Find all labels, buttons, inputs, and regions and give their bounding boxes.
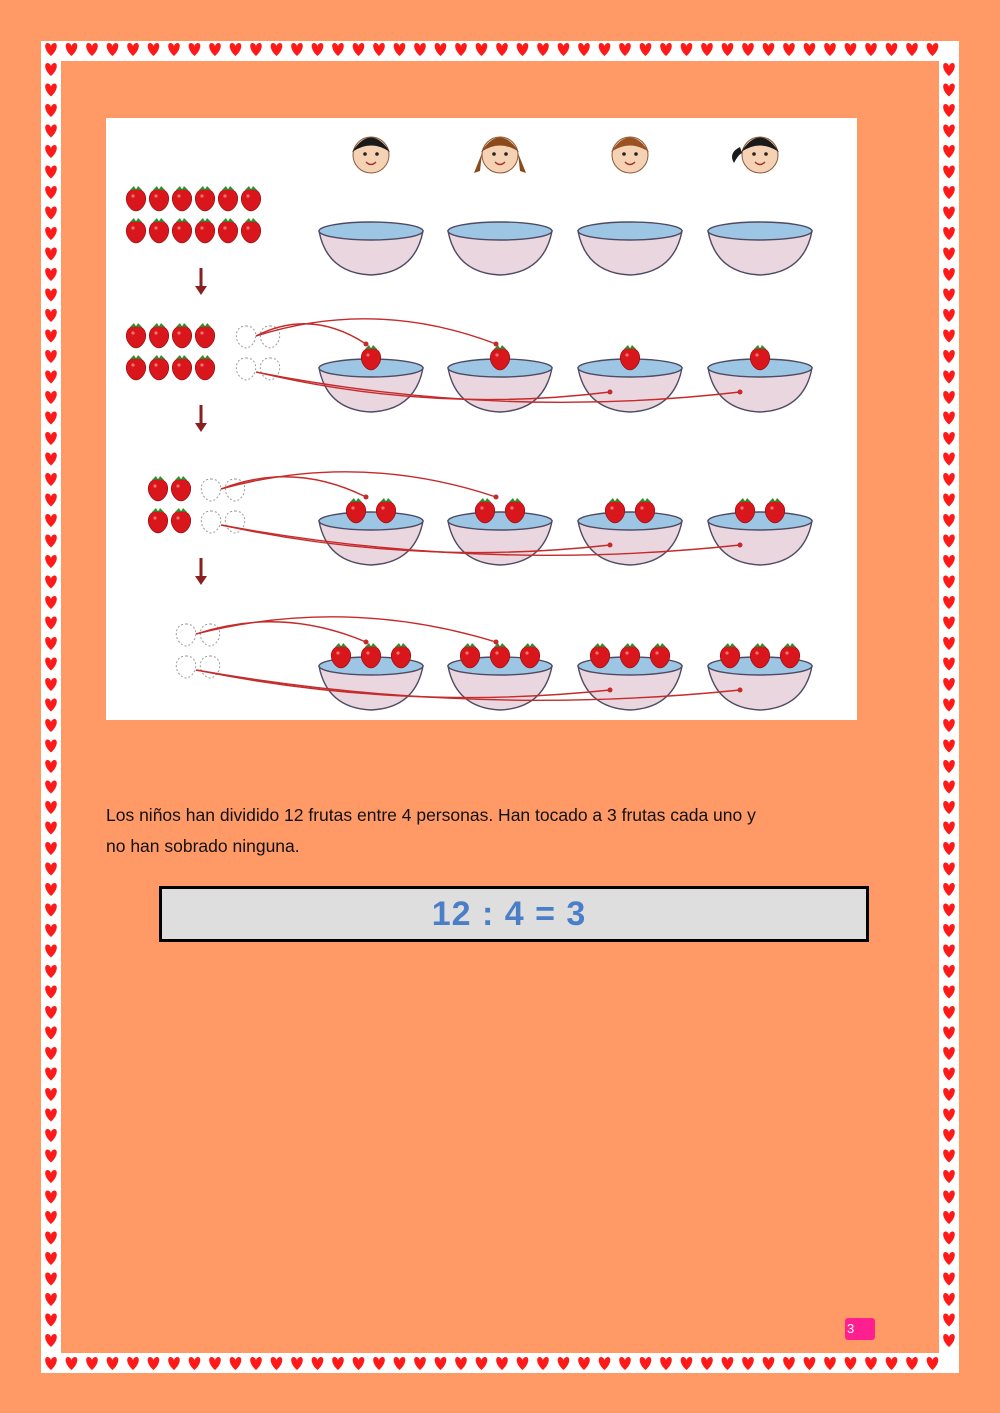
- bowl-icon: [319, 643, 423, 710]
- distribution-arrow: [256, 324, 366, 344]
- empty-fruit-outline-icon: [201, 511, 220, 533]
- child-face-icon: [474, 137, 526, 173]
- bowl-icon: [578, 222, 682, 275]
- strawberry-icon: [148, 476, 167, 501]
- strawberry-icon: [620, 643, 639, 668]
- strawberry-icon: [218, 186, 237, 211]
- strawberry-icon: [490, 345, 509, 370]
- strawberry-icon: [620, 345, 639, 370]
- strawberry-icon: [126, 186, 145, 211]
- strawberry-icon: [171, 476, 190, 501]
- distribution-arrow: [256, 372, 610, 400]
- down-arrow-icon: [195, 558, 207, 585]
- strawberry-icon: [126, 218, 145, 243]
- distribution-arrow: [196, 617, 496, 642]
- bowl-icon: [319, 222, 423, 275]
- strawberry-icon: [346, 498, 365, 523]
- bowl-icon: [708, 222, 812, 275]
- child-face-icon: [352, 137, 390, 173]
- bowl-icon: [319, 345, 423, 412]
- strawberry-icon: [331, 643, 350, 668]
- bowl-icon: [708, 345, 812, 412]
- strawberry-icon: [195, 323, 214, 348]
- strawberry-icon: [195, 186, 214, 211]
- bowl-icon: [319, 498, 423, 565]
- strawberry-icon: [241, 186, 260, 211]
- strawberry-icon: [149, 355, 168, 380]
- strawberry-icon: [195, 218, 214, 243]
- strawberry-icon: [172, 323, 191, 348]
- down-arrow-icon: [195, 405, 207, 432]
- strawberry-icon: [195, 355, 214, 380]
- strawberry-icon: [149, 218, 168, 243]
- empty-fruit-outline-icon: [236, 326, 255, 348]
- strawberry-icon: [460, 643, 479, 668]
- caption-text: [106, 800, 866, 862]
- child-face-icon: [732, 137, 779, 173]
- fruit-division-illustration: [106, 118, 857, 720]
- strawberry-icon: [149, 186, 168, 211]
- strawberry-icon: [171, 508, 190, 533]
- strawberry-icon: [505, 498, 524, 523]
- strawberry-icon: [172, 186, 191, 211]
- strawberry-icon: [720, 643, 739, 668]
- strawberry-icon: [780, 643, 799, 668]
- empty-fruit-outline-icon: [201, 479, 220, 501]
- bowl-icon: [708, 498, 812, 565]
- strawberry-icon: [605, 498, 624, 523]
- strawberry-icon: [735, 498, 754, 523]
- strawberry-icon: [361, 643, 380, 668]
- strawberry-icon: [376, 498, 395, 523]
- strawberry-icon: [172, 218, 191, 243]
- strawberry-icon: [172, 355, 191, 380]
- equation-box: [159, 886, 869, 942]
- strawberry-icon: [126, 355, 145, 380]
- empty-fruit-outline-icon: [200, 624, 219, 646]
- child-face-icon: [611, 137, 649, 173]
- bowl-icon: [708, 643, 812, 710]
- strawberry-icon: [635, 498, 654, 523]
- strawberry-icon: [590, 643, 609, 668]
- distribution-arrow: [221, 477, 366, 497]
- strawberry-icon: [765, 498, 784, 523]
- page-number-badge: 3: [845, 1318, 875, 1340]
- empty-fruit-outline-icon: [176, 624, 195, 646]
- caption-line-1: Los niños han dividido 12 frutas entre 4 personas. Han tocado a 3 frutas cada uno y: [106, 805, 756, 825]
- strawberry-icon: [490, 643, 509, 668]
- strawberry-icon: [148, 508, 167, 533]
- distribution-arrow: [256, 319, 496, 344]
- strawberry-icon: [149, 323, 168, 348]
- empty-fruit-outline-icon: [176, 656, 195, 678]
- strawberry-icon: [750, 345, 769, 370]
- strawberry-icon: [650, 643, 669, 668]
- strawberry-icon: [126, 323, 145, 348]
- equation-text: 12 : 4 = 3: [431, 894, 587, 933]
- distribution-arrow: [196, 622, 366, 642]
- empty-fruit-outline-icon: [236, 358, 255, 380]
- strawberry-icon: [750, 643, 769, 668]
- strawberry-icon: [361, 345, 380, 370]
- down-arrow-icon: [195, 268, 207, 295]
- strawberry-icon: [391, 643, 410, 668]
- strawberry-icon: [218, 218, 237, 243]
- caption-line-2: no han sobrado ninguna.: [106, 836, 300, 856]
- strawberry-icon: [475, 498, 494, 523]
- strawberry-icon: [520, 643, 539, 668]
- bowl-icon: [448, 222, 552, 275]
- strawberry-icon: [241, 218, 260, 243]
